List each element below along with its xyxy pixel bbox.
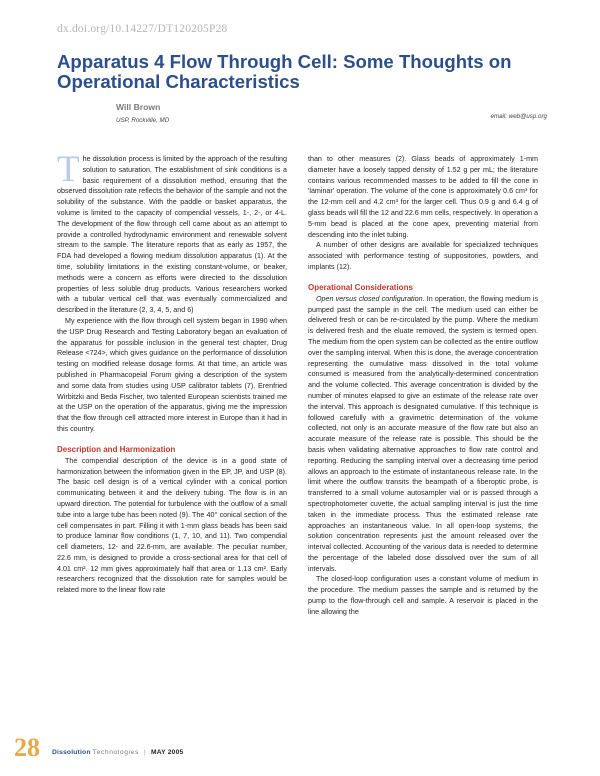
- closed-loop-paragraph: The closed-loop configuration uses a constant volume of medium in the procedure. The medium passes the sample and is returned by the pump to the flow-through cell and sample. A reservoir is placed in the line allowing the: [308, 575, 538, 616]
- continued-paragraph: than to other measures (2). Glass beads of approximately 1-mm diameter have a loosely tapped density of 1.52 g per mL; the literature contains various recommended masses to be added to fill the cone in 'laminar' operation. The volume of the cone is approximately 0.6 cm³ for the 12-mm cell and 4.2 cm³ for the larger cell. Thus 0.9 g and 6.4 g of glass beads will fill the 12 and 22.6 mm cells, respectively. In operation a 5-mm bead is placed at the cone apex, preventing material from descending into the inlet tubing.: [308, 155, 538, 239]
- section-heading-description: Description and Harmonization: [57, 444, 176, 454]
- experience-paragraph: My experience with the flow through cell system began in 1990 when the USP Drug Research and Testing Laboratory began an evaluation of the apparatus for possible inclusion in the general test chapter, Drug Release <724>, which gives guidance on the performance of dissolution testing on modified release dosage forms. At that time, an article was published in Pharmacopeial Forum giving a description of the system and some data from studies using USP calibrator tablets (7). Erenfried Wirbitzki and Beda Fischer, two talented European scientists trained me at the USP on the operation of the apparatus, giving me the impression that the flow through cell attracted more interest in Europe than it had in this country.: [57, 316, 287, 433]
- footer-brand-technologies: Technologies: [92, 749, 139, 756]
- designs-paragraph: A number of other designs are available for specialized techniques associated with performance testing of suppositories, powders, and implants (12).: [308, 241, 538, 271]
- article-title: Apparatus 4 Flow Through Cell: Some Thoughts on Operational Characteristics: [57, 51, 512, 92]
- open-closed-text: In operation, the flowing medium is pumped past the sample in the cell. The medium used can either be delivered fresh or can be re-circulated by the pump. Where the medium is delivered fresh and the eluate removed, the system is termed open. The medium from the open system can be collected as the entire outflow over the sampling interval. When this is done, the average concentration representing the cumulative mass dissolved in the total volume consumed is measured from the analytically-determined concentration and the volume collected. This average concentration is divided by the number of minutes elapsed to give an estimate of the release rate over the interval. This approach is designated cumulative. If this technique is followed carefully with a gravimetric determination of the volume collected, not only is an accurate measure of the flow rate but also an accurate measure of the release rate is possible. This should be the basis when validating alternative approaches to flow rate control and reporting. Reducing the sampling interval over a decreasing time period allows an approach to the estimate of instantaneous release rate. In the limit where the outflow transits the beampath of a fiberoptic probe, is transferred to a small volume autosampler vial or is passed through a spectrophotometer cuvette, the actual sampling interval is just the time taken in the immediate process. Thus the estimated release rate approaches an instantaneous value. In all open-loop systems, the solution concentration represents just the amount released over the interval collected. Accounting of the various data is needed to determine the percentage of the labeled dose dissolved over the sum of all intervals.: [308, 294, 539, 573]
- description-paragraph: The compendial description of the device is in a good state of harmonization between the information given in the EP, JP, and USP (8). The basic cell design is of a vertical cylinder with a conical portion communicating between it and the delivery tubing. The flow is in an upward direction. The potential for turbulence with the outflow of a small tube into a large tube has been noted (9). The 40° conical section of the cell compensates in part. Filling it with 1-mm glass beads has been said to produce laminar flow conditions (1, 7, 10, and 11). Two compendial cell diameters, 12- and 22.6-mm, are available. The peculiar number, 22.6 mm, is designed to provide a cross-sectional area for that cell of 4.01 cm². 12 mm gives approximately half that area or 1.13 cm². Early researchers recognized that the dissolution rate for samples would be related more to the linear flow rate: [57, 456, 287, 595]
- drop-cap: T: [57, 149, 80, 190]
- section-heading-operational: Operational Considerations: [308, 282, 413, 292]
- footer-separator: |: [143, 749, 146, 756]
- footer-issue-date: MAY 2005: [150, 749, 184, 756]
- footer-running-head: [52, 749, 183, 756]
- intro-paragraph: [57, 149, 287, 316]
- doi-label[interactable]: dx.doi.org/10.14227/DT120205P28: [57, 23, 228, 35]
- intro-text: he dissolution process is limited by the approach of the resulting solution to saturation. The establishment of sink conditions is a basic requirement of a dissolution method, ensuring that the observed dissolution rate reflects the behavior of the sample and not the solubility of the substance. With the paddle or basket apparatus, the volume is limited to the capacity of compendial vessels, 1-, 2-, or 4-L. The development of the flow through cell came about as an attempt to provide a controlled hydrodynamic environment and renewable solvent stream to the sample. The literature reports that as early as 1957, the FDA had developed a flowing medium dissolution apparatus (1). At the time, solubility limitations in the existing constant-volume, or beaker, methods were a concern as efforts were directed to the dissolution properties of less soluble drug products. Various researchers worked with a tubular vertical cell that was eventually commercialized and described in the literature (2, 3, 4, 5, and 6): [57, 155, 287, 315]
- left-column: [57, 149, 287, 596]
- open-closed-paragraph: [308, 294, 538, 575]
- page-number: 28: [14, 733, 40, 762]
- footer-brand-dissolution: Dissolution: [52, 749, 91, 756]
- open-closed-lead: Open versus closed configuration.: [316, 294, 425, 303]
- author-name: Will Brown: [116, 102, 161, 112]
- author-affiliation: USP, Rockville, MD: [116, 117, 170, 124]
- right-column: [308, 154, 538, 618]
- author-email[interactable]: email: web@usp.org: [490, 113, 547, 120]
